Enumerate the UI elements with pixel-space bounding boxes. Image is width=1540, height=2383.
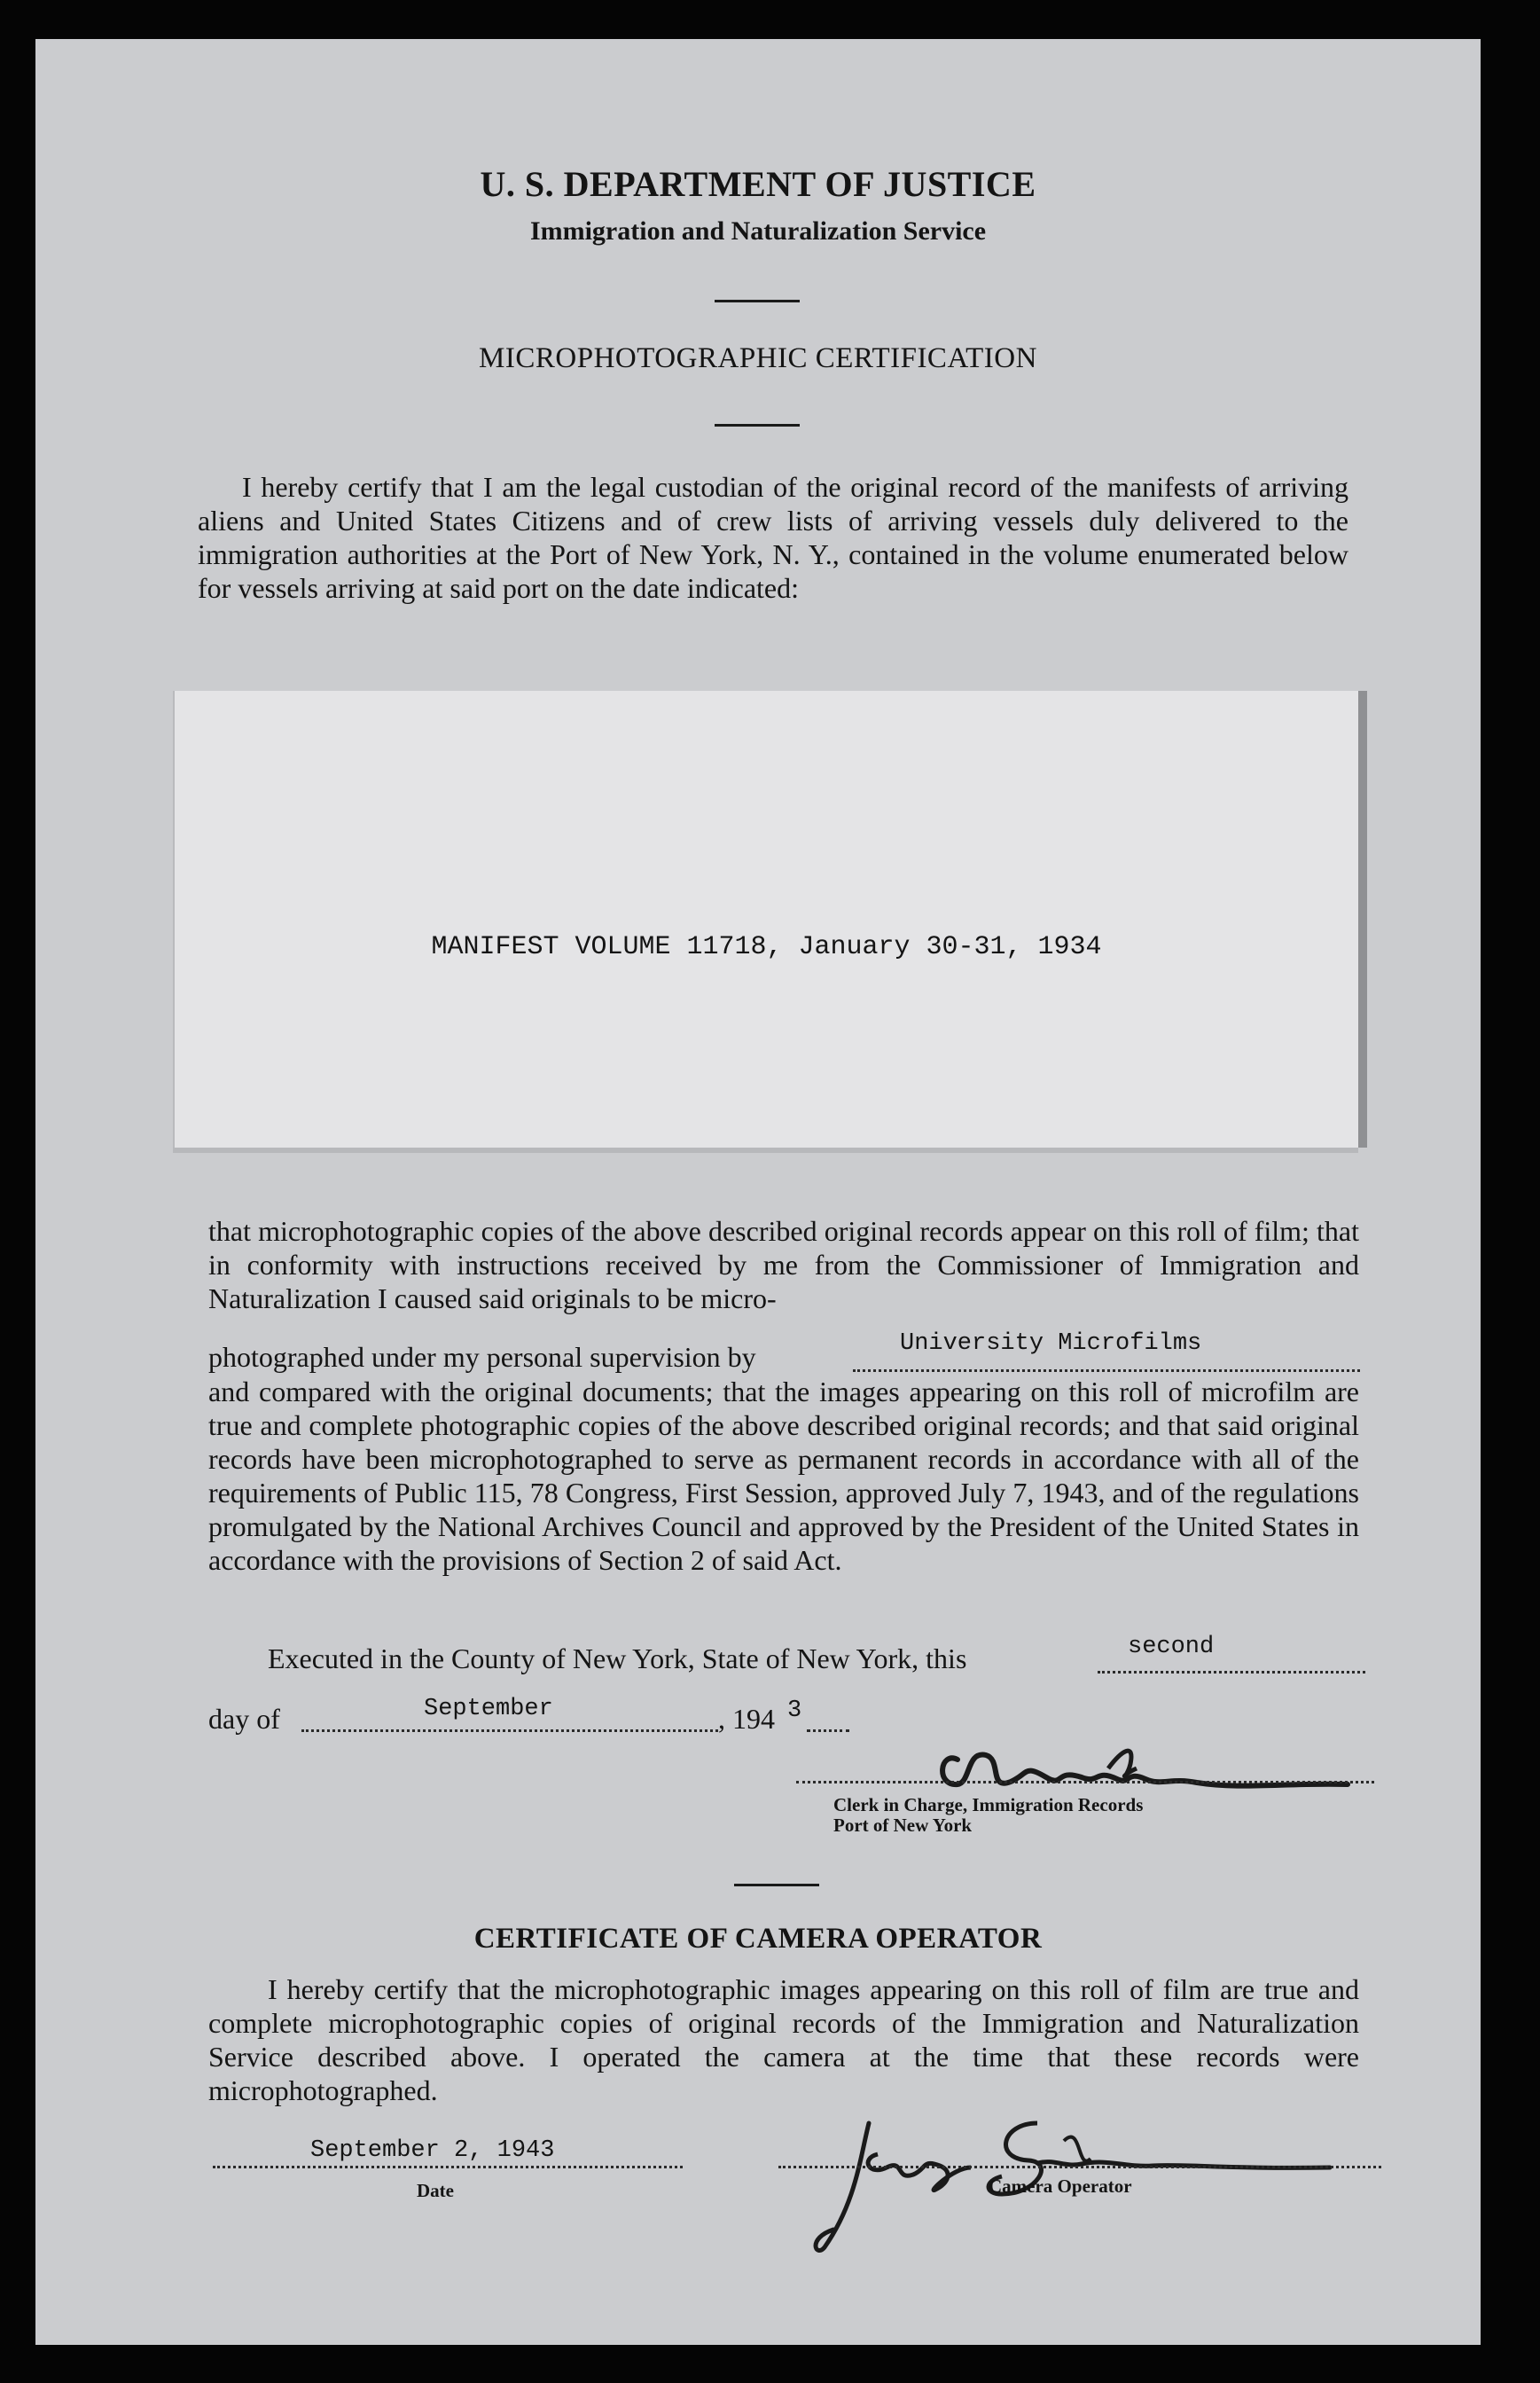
- certificate-page: [35, 39, 1481, 2345]
- body-paragraph-2: [208, 1375, 1359, 1577]
- clerk-signature-dotted-line: [796, 1781, 1374, 1783]
- service-subtitle: Immigration and Naturalization Service: [529, 216, 987, 246]
- department-title: U. S. DEPARTMENT OF JUSTICE: [480, 164, 1036, 204]
- year-prefix: , 194: [718, 1703, 775, 1735]
- body-text-1: that microphotographic copies of the above described original records appear on this roll of film; that in conformity with instructions received by me from the Commissioner of Immigration and Naturalization I caused said originals to be micro-: [208, 1215, 1359, 1314]
- intro-paragraph: [198, 470, 1348, 605]
- body-paragraph-1: [208, 1214, 1359, 1315]
- divider-rule: [734, 1884, 819, 1886]
- day-of-label: day of: [208, 1703, 280, 1735]
- body-text-2: and compared with the original documents; that the images appearing on this roll of microfilm are true and complete photographic copies of the above described original records; and that said original records have been microphotographed to serve as permanent records in accordance with all of the requirements of Public 115, 78 Congress, First Session, approved July 7, 1943, and of the regulations promulgated by the National Archives Council and approved by the President of the United States in accordance with the provisions of Section 2 of said Act.: [208, 1376, 1359, 1576]
- manifest-inset-card: [173, 691, 1358, 1148]
- month-value: September: [424, 1696, 553, 1722]
- execution-line-label: Executed in the County of New York, State of New York, this: [268, 1642, 967, 1674]
- month-dotted-line: [301, 1729, 718, 1732]
- divider-rule: [715, 300, 800, 302]
- supervision-value: University Microfilms: [900, 1330, 1202, 1357]
- camera-operator-paragraph: [208, 1972, 1359, 2107]
- certification-title: MICROPHOTOGRAPHIC CERTIFICATION: [479, 342, 1037, 374]
- camera-operator-text: I hereby certify that the microphotographic images appearing on this roll of film are true and complete microphotographic copies of original records of the Immigration and Naturalization Service described above. I operated the camera at the time that these records were microphotographed.: [208, 1973, 1359, 2106]
- date-dotted-line: [213, 2166, 683, 2168]
- supervision-dotted-line: [853, 1369, 1360, 1372]
- intro-text: I hereby certify that I am the legal custodian of the original record of the manifests of arriving aliens and United States Citizens and of crew lists of arriving vessels duly delivered to the immigration authorities at the Port of New York, N. Y., contained in the volume enumerated below for vessels arriving at said port on the date indicated:: [198, 471, 1348, 604]
- divider-rule: [715, 424, 800, 427]
- year-dotted-line: [807, 1729, 849, 1732]
- date-label: Date: [417, 2180, 454, 2201]
- clerk-title-line2: Port of New York: [833, 1815, 973, 1836]
- supervision-line-label: photographed under my personal supervision by: [208, 1341, 756, 1373]
- camera-operator-label: Camera Operator: [989, 2175, 1132, 2197]
- operator-signature-dotted-line: [778, 2166, 1381, 2168]
- date-value: September 2, 1943: [310, 2137, 555, 2164]
- execution-day-dotted-line: [1098, 1671, 1365, 1674]
- camera-operator-heading: CERTIFICATE OF CAMERA OPERATOR: [473, 1923, 1043, 1955]
- year-digit: 3: [787, 1697, 802, 1724]
- manifest-label: MANIFEST VOLUME 11718, January 30-31, 1934: [431, 932, 1102, 962]
- clerk-title-line1: Clerk in Charge, Immigration Records: [833, 1794, 1144, 1815]
- execution-day-value: second: [1128, 1634, 1215, 1660]
